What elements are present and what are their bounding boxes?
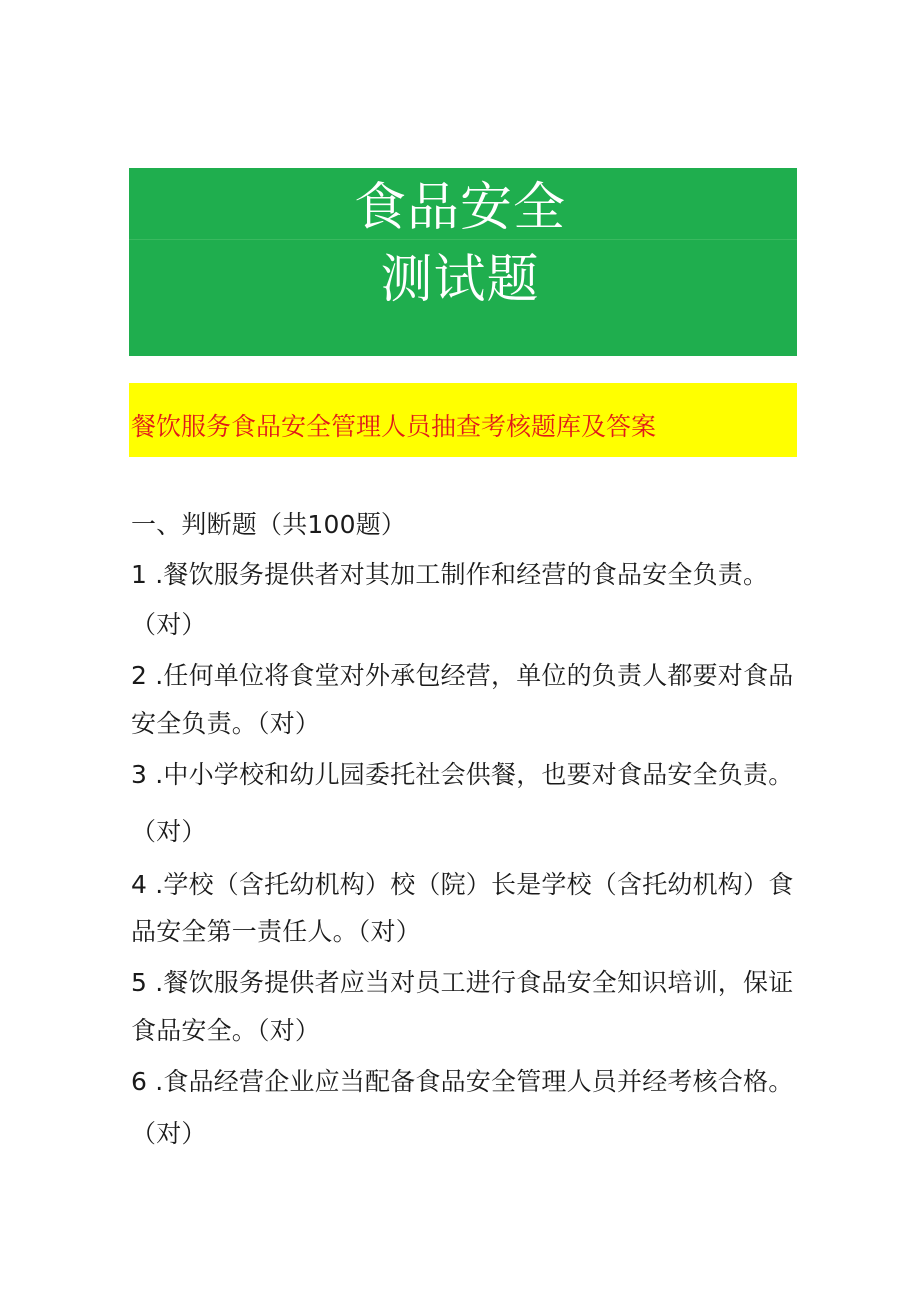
question-6-line-1: 6 .食品经营企业应当配备食品安全管理人员并经考核合格。 — [131, 1067, 794, 1096]
question-4-line-2: 品安全第一责任人。（对） — [131, 917, 421, 946]
question-5-line-2: 食品安全。（对） — [131, 1016, 321, 1045]
question-2-line-1: 2 .任何单位将食堂对外承包经营，单位的负责人都要对食品 — [131, 661, 794, 690]
question-1-line-2: （对） — [131, 610, 207, 639]
title-divider — [129, 239, 797, 240]
title-line-1: 食品安全 — [353, 178, 566, 238]
question-4-line-1: 4 .学校（含托幼机构）校（院）长是学校（含托幼机构）食 — [131, 870, 794, 899]
question-1-line-1: 1 .餐饮服务提供者对其加工制作和经营的食品安全负责。 — [131, 560, 769, 589]
question-3-line-1: 3 .中小学校和幼儿园委托社会供餐，也要对食品安全负责。 — [131, 760, 794, 789]
question-5-line-1: 5 .餐饮服务提供者应当对员工进行食品安全知识培训，保证 — [131, 968, 794, 997]
question-6-line-2: （对） — [131, 1119, 207, 1148]
question-3-line-2: （对） — [131, 817, 207, 846]
section-heading: 一、判断题（共100题） — [131, 510, 407, 539]
question-2-line-2: 安全负责。（对） — [131, 709, 321, 738]
title-line-2: 测试题 — [380, 250, 540, 310]
subtitle-text: 餐饮服务食品安全管理人员抽查考核题库及答案 — [131, 412, 657, 441]
